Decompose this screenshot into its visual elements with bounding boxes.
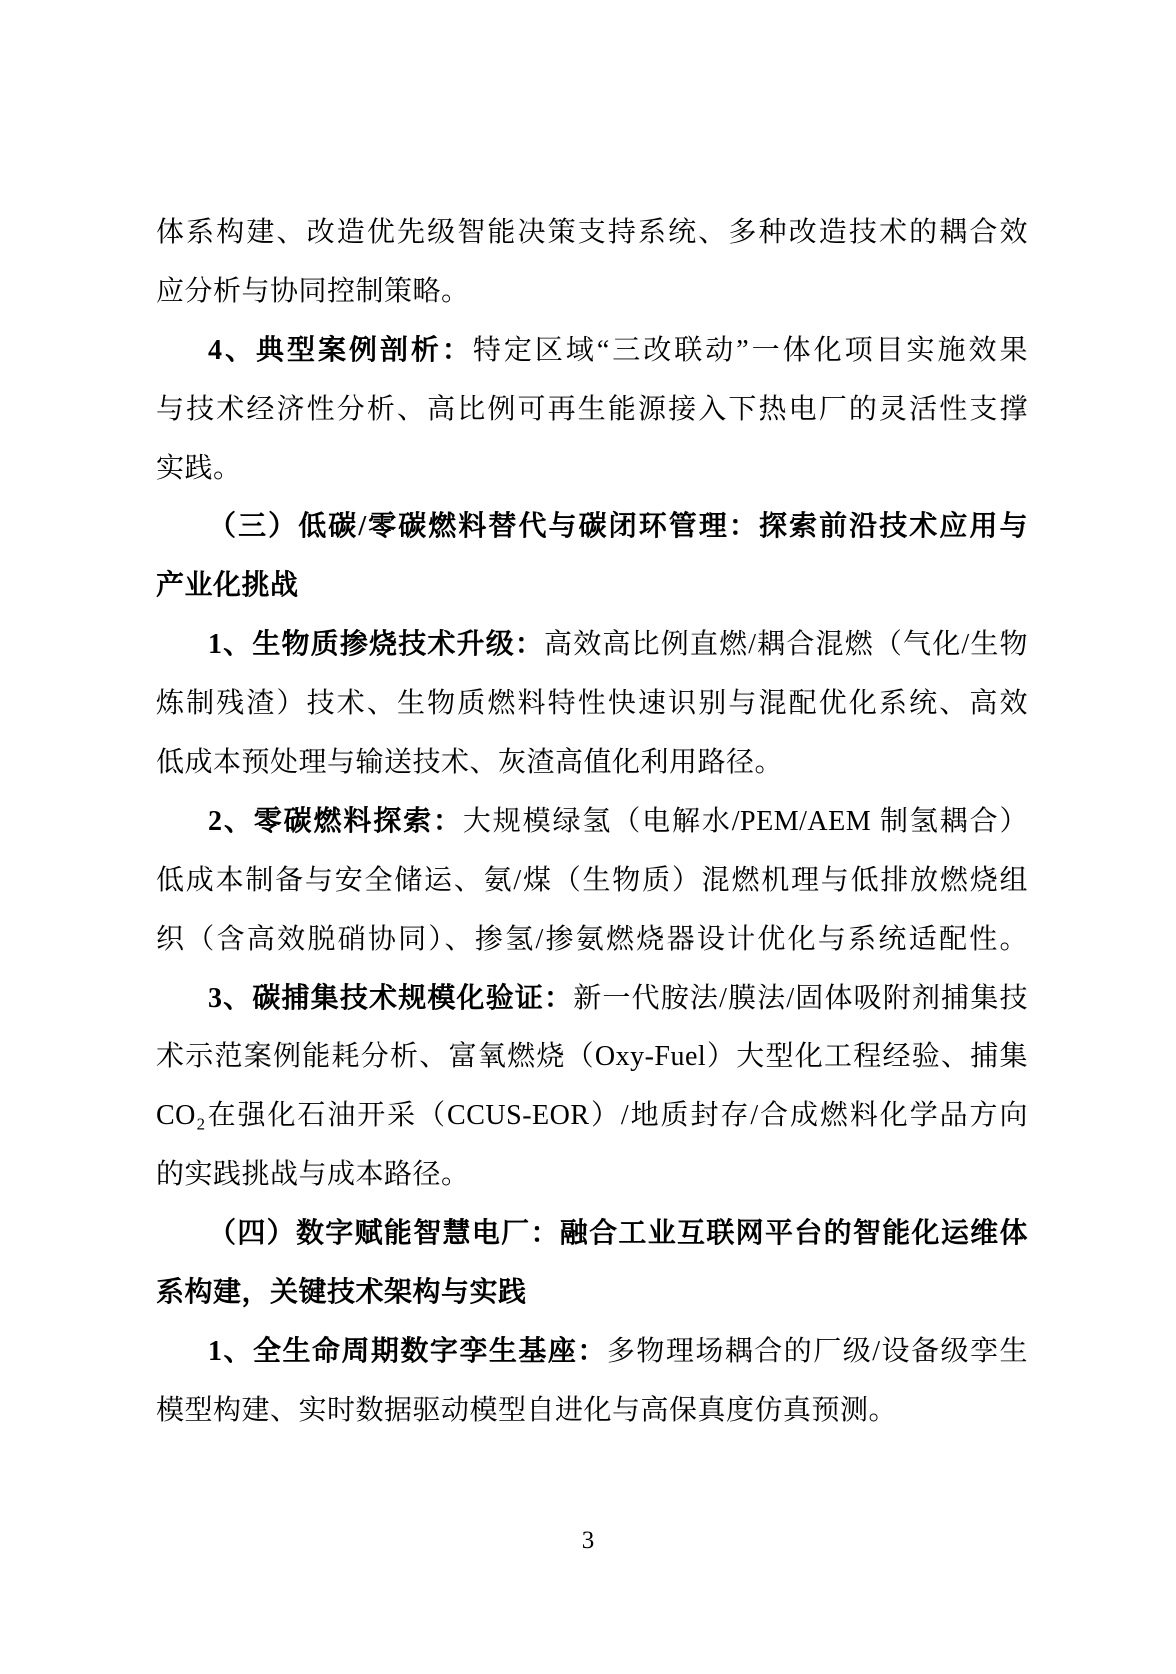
line-regular-text: 大规模绿氢（电解水/PEM/AEM 制氢耦合）: [462, 805, 1028, 837]
text-line: [156, 1264, 1028, 1323]
line-bold-text: （三）低碳/零碳燃料替代与碳闭环管理：探索前沿技术应用与: [208, 511, 1028, 543]
text-line: [156, 204, 1028, 263]
text-line: [156, 440, 1028, 499]
line-regular-text: 织（含高效脱硝协同）、掺氢/掺氨燃烧器设计优化与系统适配性。: [156, 923, 1028, 955]
line-bold-text: 4、典型案例剖析：: [208, 334, 473, 366]
line-bold-text: 系构建，关键技术架构与实践: [156, 1277, 527, 1309]
text-line: [156, 1382, 1028, 1441]
text-line: [156, 793, 1028, 852]
text-line: [156, 263, 1028, 322]
text-line: [156, 498, 1028, 557]
page-number: 3: [581, 1527, 595, 1554]
line-regular-text: 术示范案例能耗分析、富氧燃烧（Oxy-Fuel）大型化工程经验、捕集: [156, 1041, 1028, 1073]
line-regular-text: 炼制残渣）技术、生物质燃料特性快速识别与混配优化系统、高效: [156, 688, 1028, 720]
text-line: [156, 557, 1028, 616]
line-regular-text: 低成本预处理与输送技术、灰渣高值化利用路径。: [156, 747, 784, 779]
page-content: [156, 204, 1028, 1441]
text-line: [156, 1028, 1028, 1087]
line-bold-text: 1、生物质掺烧技术升级：: [208, 629, 545, 661]
text-line: [156, 1323, 1028, 1382]
text-line: [156, 616, 1028, 675]
text-line: [156, 1205, 1028, 1264]
line-regular-text: 实践。: [156, 452, 242, 484]
line-regular-text: 与技术经济性分析、高比例可再生能源接入下热电厂的灵活性支撑: [156, 393, 1028, 425]
text-line: [156, 381, 1028, 440]
line-regular-text: 高效高比例直燃/耦合混燃（气化/生物: [544, 629, 1028, 661]
text-line: [156, 970, 1028, 1029]
line-regular-text: 应分析与协同控制策略。: [156, 275, 470, 307]
line-regular-text: CO₂在强化石油开采（CCUS-EOR）/地质封存/合成燃料化学品方向: [156, 1100, 1028, 1132]
text-line: [156, 734, 1028, 793]
line-regular-text: 的实践挑战与成本路径。: [156, 1159, 470, 1191]
line-bold-text: 2、零碳燃料探索：: [208, 805, 463, 837]
text-line: [156, 322, 1028, 381]
line-bold-text: 1、全生命周期数字孪生基座：: [208, 1335, 607, 1367]
line-regular-text: 特定区域“三改联动”一体化项目实施效果: [472, 334, 1028, 366]
line-regular-text: 多物理场耦合的厂级/设备级孪生: [606, 1335, 1028, 1367]
line-bold-text: 3、碳捕集技术规模化验证：: [208, 982, 574, 1014]
line-regular-text: 低成本制备与安全储运、氨/煤（生物质）混燃机理与低排放燃烧组: [156, 864, 1028, 896]
line-regular-text: 新一代胺法/膜法/固体吸附剂捕集技: [573, 982, 1028, 1014]
line-regular-text: 体系构建、改造优先级智能决策支持系统、多种改造技术的耦合效: [156, 217, 1028, 248]
text-line: [156, 1146, 1028, 1205]
text-line: [156, 852, 1028, 911]
line-bold-text: 产业化挑战: [156, 570, 299, 602]
line-regular-text: 模型构建、实时数据驱动模型自进化与高保真度仿真预测。: [156, 1394, 898, 1426]
text-line: [156, 675, 1028, 734]
text-line: [156, 911, 1028, 970]
line-bold-text: （四）数字赋能智慧电厂：融合工业互联网平台的智能化运维体: [208, 1218, 1028, 1250]
text-line: [156, 1087, 1028, 1146]
